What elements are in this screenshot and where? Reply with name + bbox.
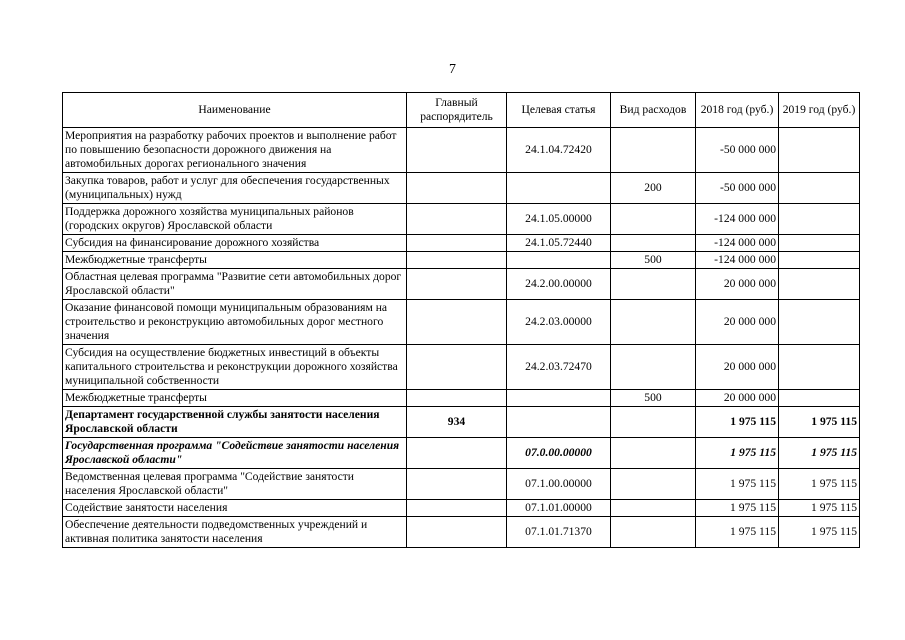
cell-manager — [407, 269, 507, 300]
cell-2019 — [779, 235, 860, 252]
table-row — [63, 128, 860, 173]
cell-2018: -124 000 000 — [696, 235, 779, 252]
cell-name: Областная целевая программа "Развитие сети автомобильных дорог Ярославской области" — [63, 269, 407, 300]
cell-manager — [407, 390, 507, 407]
cell-expense — [611, 128, 696, 173]
cell-2018: 1 975 115 — [696, 517, 779, 548]
cell-manager — [407, 500, 507, 517]
cell-manager — [407, 438, 507, 469]
budget-table — [62, 92, 860, 548]
cell-2019 — [779, 128, 860, 173]
cell-target: 24.2.03.00000 — [507, 300, 611, 345]
cell-expense — [611, 500, 696, 517]
cell-2018: 20 000 000 — [696, 300, 779, 345]
cell-2018: 20 000 000 — [696, 269, 779, 300]
table-row — [63, 345, 860, 390]
cell-2018: -124 000 000 — [696, 204, 779, 235]
cell-expense — [611, 300, 696, 345]
cell-manager — [407, 517, 507, 548]
cell-name: Межбюджетные трансферты — [63, 252, 407, 269]
cell-2019 — [779, 345, 860, 390]
cell-expense — [611, 204, 696, 235]
cell-2018: -124 000 000 — [696, 252, 779, 269]
cell-expense — [611, 235, 696, 252]
cell-name: Субсидия на осуществление бюджетных инвестиций в объекты капитального строительства и реконструкции дорожного хозяйства муниципальной собственности — [63, 345, 407, 390]
cell-manager — [407, 235, 507, 252]
table-row — [63, 500, 860, 517]
cell-target: 24.1.05.00000 — [507, 204, 611, 235]
table-row-program — [63, 438, 860, 469]
cell-expense — [611, 269, 696, 300]
cell-manager — [407, 173, 507, 204]
cell-name: Обеспечение деятельности подведомственных учреждений и активная политика занятости населения — [63, 517, 407, 548]
header-expense: Вид расходов — [611, 93, 696, 128]
cell-target: 07.1.01.00000 — [507, 500, 611, 517]
cell-2018: 1 975 115 — [696, 500, 779, 517]
cell-name: Содействие занятости населения — [63, 500, 407, 517]
cell-expense — [611, 517, 696, 548]
cell-target — [507, 252, 611, 269]
cell-name: Государственная программа "Содействие занятости населения Ярославской области" — [63, 438, 407, 469]
cell-2018: 20 000 000 — [696, 345, 779, 390]
cell-manager — [407, 469, 507, 500]
cell-expense — [611, 407, 696, 438]
table-row — [63, 269, 860, 300]
cell-2019 — [779, 390, 860, 407]
table-row — [63, 517, 860, 548]
cell-2019: 1 975 115 — [779, 517, 860, 548]
cell-target — [507, 173, 611, 204]
cell-target: 24.1.05.72440 — [507, 235, 611, 252]
cell-name: Межбюджетные трансферты — [63, 390, 407, 407]
cell-manager — [407, 300, 507, 345]
cell-name: Закупка товаров, работ и услуг для обеспечения государственных (муниципальных) нужд — [63, 173, 407, 204]
cell-2019: 1 975 115 — [779, 438, 860, 469]
cell-manager — [407, 204, 507, 235]
header-2019: 2019 год (руб.) — [779, 93, 860, 128]
cell-target — [507, 390, 611, 407]
cell-name: Поддержка дорожного хозяйства муниципальных районов (городских округов) Ярославской области — [63, 204, 407, 235]
cell-manager — [407, 252, 507, 269]
cell-expense — [611, 438, 696, 469]
table-row — [63, 204, 860, 235]
table-row — [63, 300, 860, 345]
cell-target: 24.2.00.00000 — [507, 269, 611, 300]
cell-manager: 934 — [407, 407, 507, 438]
table-row-department — [63, 407, 860, 438]
cell-2019 — [779, 204, 860, 235]
cell-expense — [611, 345, 696, 390]
cell-2018: -50 000 000 — [696, 128, 779, 173]
cell-expense — [611, 469, 696, 500]
cell-2018: 1 975 115 — [696, 438, 779, 469]
table-header-row — [63, 93, 860, 128]
table-row — [63, 469, 860, 500]
cell-manager — [407, 128, 507, 173]
cell-target: 07.1.01.71370 — [507, 517, 611, 548]
cell-2019: 1 975 115 — [779, 407, 860, 438]
cell-name: Мероприятия на разработку рабочих проектов и выполнение работ по повышению безопасности дорожного движения на автомобильных дорогах регионального значения — [63, 128, 407, 173]
page-number: 7 — [449, 62, 456, 77]
cell-expense: 200 — [611, 173, 696, 204]
cell-2019 — [779, 300, 860, 345]
cell-2018: 1 975 115 — [696, 407, 779, 438]
cell-2018: 20 000 000 — [696, 390, 779, 407]
cell-name: Субсидия на финансирование дорожного хозяйства — [63, 235, 407, 252]
cell-2018: 1 975 115 — [696, 469, 779, 500]
header-name: Наименование — [63, 93, 407, 128]
cell-target: 07.1.00.00000 — [507, 469, 611, 500]
table-row — [63, 235, 860, 252]
cell-target: 07.0.00.00000 — [507, 438, 611, 469]
cell-name: Ведомственная целевая программа "Содействие занятости населения Ярославской области" — [63, 469, 407, 500]
cell-2019 — [779, 269, 860, 300]
header-2018: 2018 год (руб.) — [696, 93, 779, 128]
cell-expense: 500 — [611, 252, 696, 269]
cell-target: 24.1.04.72420 — [507, 128, 611, 173]
cell-2018: -50 000 000 — [696, 173, 779, 204]
cell-2019 — [779, 173, 860, 204]
cell-target — [507, 407, 611, 438]
cell-manager — [407, 345, 507, 390]
table-row — [63, 173, 860, 204]
cell-target: 24.2.03.72470 — [507, 345, 611, 390]
cell-2019: 1 975 115 — [779, 469, 860, 500]
cell-name: Оказание финансовой помощи муниципальным образованиям на строительство и реконструкцию автомобильных дорог местного значения — [63, 300, 407, 345]
cell-2019 — [779, 252, 860, 269]
table-row — [63, 390, 860, 407]
cell-expense: 500 — [611, 390, 696, 407]
header-manager: Главный распорядитель — [407, 93, 507, 128]
header-target: Целевая статья — [507, 93, 611, 128]
cell-2019: 1 975 115 — [779, 500, 860, 517]
table-row — [63, 252, 860, 269]
cell-name: Департамент государственной службы занятости населения Ярославской области — [63, 407, 407, 438]
